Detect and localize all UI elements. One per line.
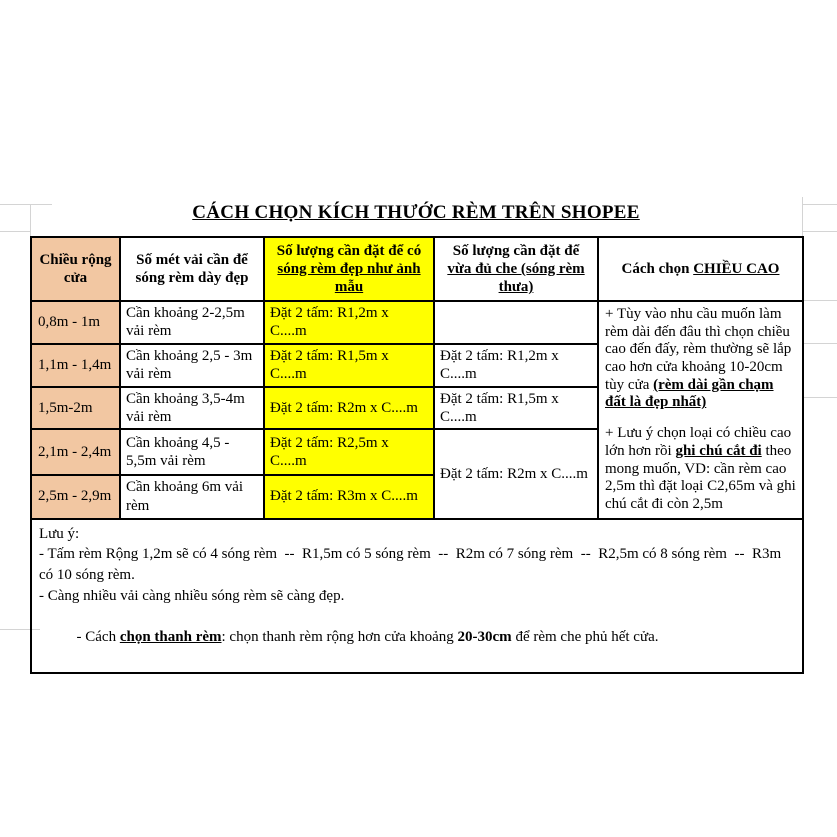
- notes-cell: [31, 519, 803, 674]
- header-sparse-underlined: vừa đủ che (sóng rèm thưa): [447, 260, 585, 296]
- gridline-right-h3: [804, 300, 837, 301]
- height-guide-p1-emphasis: (rèm dài gần chạm đất là đẹp nhất): [605, 376, 774, 411]
- cell-dense-order: Đặt 2 tấm: R2,5m x C....m: [264, 429, 434, 474]
- cell-dense-order: Đặt 2 tấm: R3m x C....m: [264, 475, 434, 519]
- height-guide-cell: [598, 301, 803, 519]
- header-door-width: [31, 237, 120, 301]
- header-dense-order: [264, 237, 434, 301]
- height-guide-p2-text: + Lưu ý chọn loại có chiều cao lớn hơn rồi: [605, 425, 792, 459]
- note-rod-measure: 20-30cm: [457, 629, 512, 645]
- header-fabric-label: Số mét vải cần để sóng rèm dày đẹp: [135, 251, 249, 286]
- cell-fabric: Cần khoảng 3,5-4m vải rèm: [120, 387, 264, 430]
- page-title: CÁCH CHỌN KÍCH THƯỚC RÈM TRÊN SHOPEE: [192, 202, 640, 223]
- note-more-fabric: - Càng nhiều vải càng nhiều sóng rèm sẽ càng đẹp.: [39, 587, 345, 604]
- height-guide-p1-text: + Tùy vào nhu cầu muốn làm rèm dài đến đâu thì chọn chiều cao đến đấy, rèm thường sẽ lắp cao hơn cửa khoảng 10-20cm tùy cửa: [605, 306, 792, 393]
- cell-door-width: 2,5m - 2,9m: [31, 475, 120, 519]
- header-dense-underlined: sóng rèm đẹp như ảnh mẫu: [277, 260, 421, 296]
- cell-fabric: Cần khoảng 6m vải rèm: [120, 475, 264, 519]
- curtain-size-table: [30, 236, 804, 674]
- header-fabric: [120, 237, 264, 301]
- cell-door-width: 2,1m - 2,4m: [31, 429, 120, 474]
- gridline-right-h1: [802, 204, 837, 205]
- height-guide-p2-emphasis: ghi chú cắt đi: [675, 442, 762, 459]
- height-guide-paragraph-2: [605, 425, 796, 513]
- cell-fabric: Cần khoảng 4,5 - 5,5m vải rèm: [120, 429, 264, 474]
- header-door-width-label: Chiều rộng cửa: [39, 251, 112, 286]
- cell-sparse-order-merged: Đặt 2 tấm: R2m x C....m: [434, 429, 598, 518]
- gridline-top-left-h2: [0, 231, 30, 232]
- header-height-underlined: CHIỀU CAO: [693, 260, 780, 277]
- note-rod-text1: - Cách: [76, 629, 120, 645]
- gridline-right-h4: [804, 343, 837, 344]
- note-rod-text3: để rèm che phủ hết cửa.: [511, 629, 659, 645]
- notes-label: Lưu ý:: [39, 525, 80, 542]
- note-rod-emphasis: chọn thanh rèm: [119, 629, 222, 645]
- notes-row: [31, 519, 803, 674]
- cell-dense-order: Đặt 2 tấm: R1,5m x C....m: [264, 344, 434, 387]
- cell-sparse-order: Đặt 2 tấm: R1,5m x C....m: [434, 387, 598, 430]
- header-row: [31, 237, 803, 301]
- cell-door-width: 1,5m-2m: [31, 387, 120, 430]
- cell-door-width: 1,1m - 1,4m: [31, 344, 120, 387]
- header-height-guide: [598, 237, 803, 301]
- cell-sparse-order-empty: [434, 301, 598, 344]
- cell-dense-order: Đặt 2 tấm: R1,2m x C....m: [264, 301, 434, 344]
- note-wave-counts: - Tấm rèm Rộng 1,2m sẽ có 4 sóng rèm -- R1,5m có 5 sóng rèm -- R2m có 7 sóng rèm -- R2,5m có 8 sóng rèm -- R3m có 10 sóng rèm.: [39, 546, 785, 583]
- height-guide-p2-text-after: theo mong muốn, VD: cần rèm cao 2,5m thì đặt loại C2,65m và ghi chú cắt đi còn 2,5m: [605, 442, 796, 512]
- cell-dense-order: Đặt 2 tấm: R2m x C....m: [264, 387, 434, 430]
- header-sparse-order: [434, 237, 598, 301]
- gridline-right-h5: [804, 397, 837, 398]
- cell-sparse-order: Đặt 2 tấm: R1,2m x C....m: [434, 344, 598, 387]
- header-sparse-plain: Số lượng cần đặt để: [452, 242, 580, 259]
- cell-fabric: Cần khoảng 2,5 - 3m vải rèm: [120, 344, 264, 387]
- header-height-plain: Cách chọn: [621, 260, 694, 277]
- cell-fabric: Cần khoảng 2-2,5m vải rèm: [120, 301, 264, 344]
- gridline-right-h2: [802, 231, 837, 232]
- height-guide-paragraph-1: [605, 306, 796, 412]
- header-dense-plain: Số lượng cần đặt để có: [276, 242, 422, 259]
- note-rod-text2: : chọn thanh rèm rộng hơn cửa khoảng: [221, 629, 458, 645]
- table-row: [31, 301, 803, 344]
- cell-door-width: 0,8m - 1m: [31, 301, 120, 344]
- note-rod-choice: [39, 606, 795, 668]
